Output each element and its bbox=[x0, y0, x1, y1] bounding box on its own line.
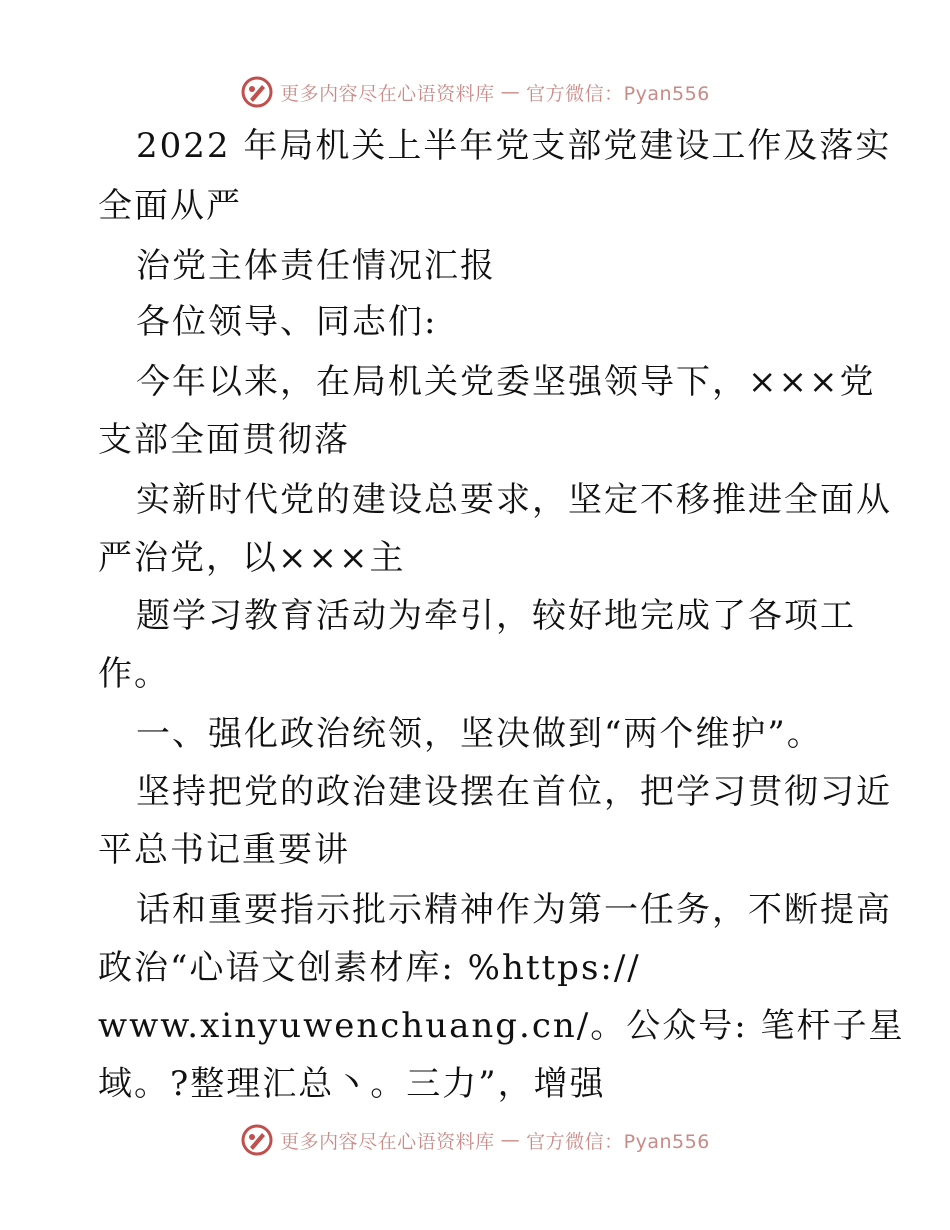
watermark-wechat-text: 官方微信：Pyan556 bbox=[526, 82, 710, 105]
pen-seal-icon bbox=[240, 75, 274, 109]
watermark-banner-top bbox=[0, 72, 950, 112]
doc-paragraph-line: 作。 bbox=[98, 654, 170, 694]
doc-section-heading: 一、强化政治统领，坚决做到“两个维护”。 bbox=[136, 714, 823, 754]
doc-paragraph-line: 支部全面贯彻落 bbox=[98, 420, 350, 460]
doc-paragraph-line: 今年以来，在局机关党委坚强领导下，×××党 bbox=[136, 362, 876, 402]
watermark-site-text: 更多内容尽在心语资料库 bbox=[280, 82, 495, 105]
doc-paragraph-line: 坚持把党的政治建设摆在首位，把学习贯彻习近 bbox=[136, 772, 892, 812]
doc-title-line-2: 全面从严 bbox=[98, 186, 242, 226]
doc-paragraph-line: 域。?整理汇总丶。三力”，增强 bbox=[98, 1064, 606, 1104]
doc-paragraph-line: 实新时代党的建设总要求，坚定不移推进全面从 bbox=[136, 480, 892, 520]
pen-seal-icon bbox=[240, 1123, 274, 1157]
doc-paragraph-line: 平总书记重要讲 bbox=[98, 830, 350, 870]
doc-salutation: 各位领导、同志们: bbox=[136, 302, 438, 342]
doc-paragraph-line: 话和重要指示批示精神作为第一任务，不断提高 bbox=[136, 890, 892, 930]
doc-paragraph-line: 题学习教育活动为牵引，较好地完成了各项工 bbox=[136, 596, 856, 636]
doc-title-line-3: 治党主体责任情况汇报 bbox=[136, 246, 496, 286]
doc-paragraph-line: 政治“心语文创素材库: %https:// bbox=[98, 948, 641, 988]
doc-title-line-1: 2022 年局机关上半年党支部党建设工作及落实 bbox=[136, 126, 892, 166]
watermark-wechat-text: 官方微信：Pyan556 bbox=[526, 1130, 710, 1153]
doc-paragraph-line: 严治党，以×××主 bbox=[98, 538, 406, 578]
watermark-banner-bottom bbox=[0, 1120, 950, 1160]
watermark-site-text: 更多内容尽在心语资料库 bbox=[280, 1130, 495, 1153]
doc-paragraph-line: www.xinyuwenchuang.cn/。公众号: 笔杆子星 bbox=[98, 1006, 905, 1046]
watermark-dash: — bbox=[500, 81, 521, 103]
watermark-dash: — bbox=[500, 1129, 521, 1151]
